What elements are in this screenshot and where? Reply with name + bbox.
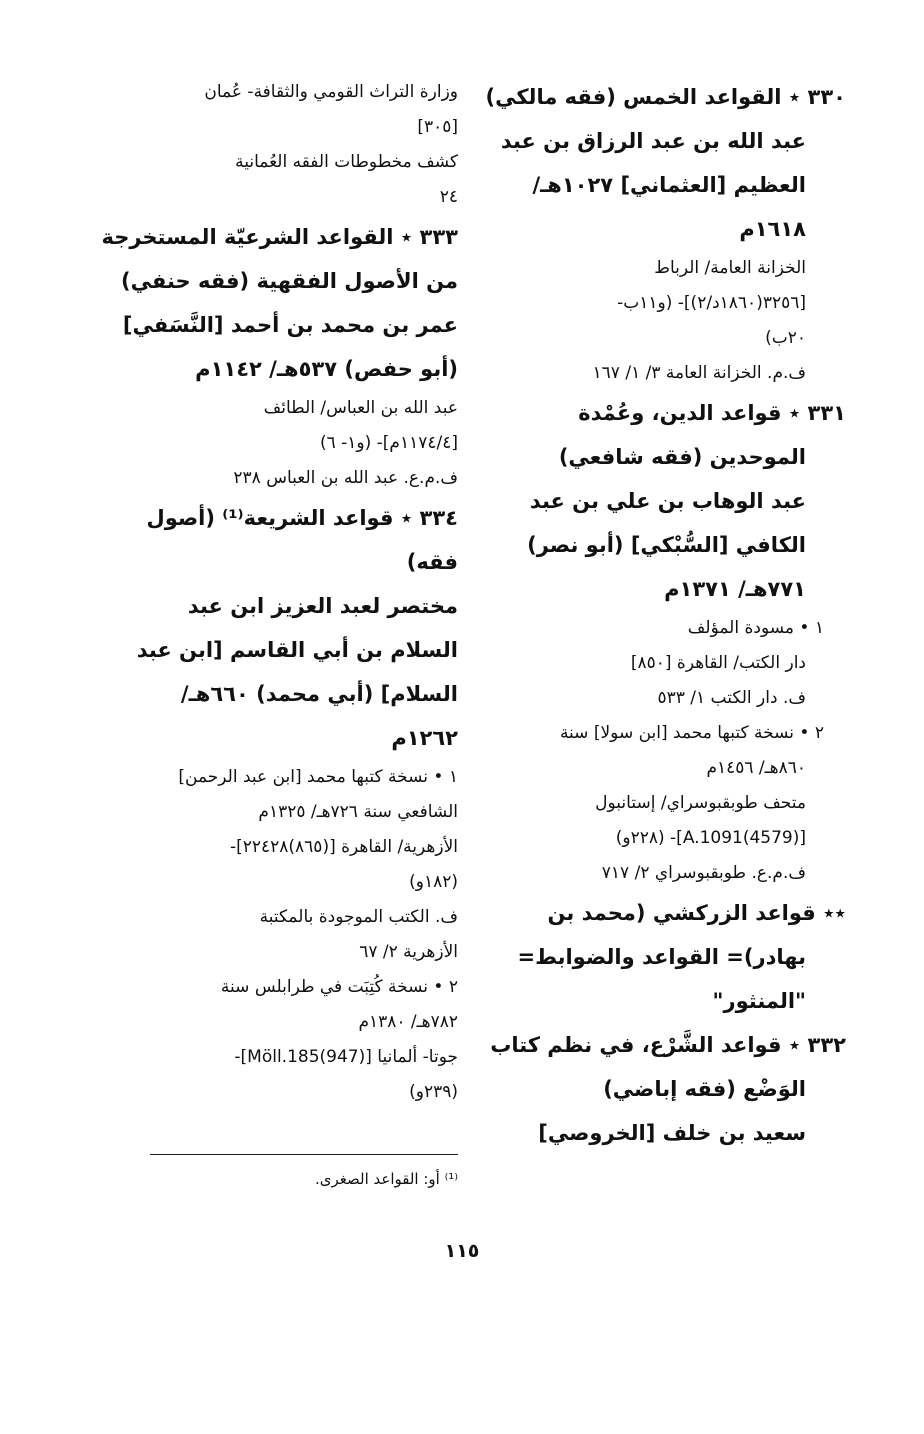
right-column-line: الموحدين (فقه شافعي) — [558, 445, 806, 469]
left-column — [101, 75, 458, 1110]
right-column-line: العظيم [العثماني] ١٠٢٧هـ/ — [532, 173, 806, 197]
right-column-line: دار الكتب/ القاهرة [٨٥٠] — [630, 653, 806, 673]
left-column-line: وزارة التراث القومي والثقافة- عُمان — [204, 82, 458, 102]
right-column-line: ١ • مسودة المؤلف — [687, 618, 824, 638]
right-column-line: ٧٧١هـ/ ١٣٧١م — [664, 577, 806, 601]
right-column-line: ٣٣١ ٭ قواعد الدين، وعُمْدة — [578, 401, 846, 425]
right-column-line: ف.م. الخزانة العامة ٣/ ١/ ١٦٧ — [592, 363, 806, 383]
left-column-line: (أبو حفص) ٥٣٧هـ/ ١١٤٢م — [195, 357, 458, 381]
footnote-divider — [150, 1154, 458, 1155]
right-column-line: الخزانة العامة/ الرباط — [654, 258, 806, 278]
left-column-line: عبد الله بن العباس/ الطائف — [263, 398, 458, 418]
page-number: ١١٥ — [444, 1240, 480, 1262]
left-column-line: الشافعي سنة ٧٢٦هـ/ ١٣٢٥م — [258, 802, 458, 822]
left-column-line: ٢٤ — [439, 187, 458, 207]
left-column-line: ف.م.ع. عبد الله بن العباس ٢٣٨ — [233, 468, 458, 488]
left-column-line: (١٨٢و) — [409, 872, 458, 892]
left-column-line: ٧٨٢هـ/ ١٣٨٠م — [358, 1012, 458, 1032]
left-column-line: ٢ • نسخة كُتِبَت في طرابلس سنة — [220, 977, 458, 997]
right-column-line: بهادر)= القواعد والضوابط= — [517, 945, 806, 969]
right-column — [485, 75, 846, 1155]
left-column-line: ١٢٦٢م — [391, 726, 458, 750]
right-column-line: ف. دار الكتب ١/ ٥٣٣ — [657, 688, 806, 708]
left-column-line: مختصر لعبد العزيز ابن عبد — [187, 594, 458, 618]
left-column-line: [٣٠٥] — [417, 117, 458, 137]
left-column-line: الأزهرية/ القاهرة [(٨٦٥)٢٢٤٢٨]- — [229, 837, 458, 857]
right-column-line: ١٦١٨م — [739, 217, 806, 241]
right-column-line: عبد الوهاب بن علي بن عبد — [529, 489, 806, 513]
left-column-line: (٢٣٩و) — [409, 1082, 458, 1102]
left-column-line: [١١٧٤/٤م]- (و١- ٦) — [319, 433, 458, 453]
right-column-line: ٨٦٠هـ/ ١٤٥٦م — [706, 758, 806, 778]
left-column-line: عمر بن محمد بن أحمد [النَّسَفي] — [122, 313, 458, 337]
left-column-line: فقه) — [406, 550, 458, 574]
left-column-line: ٣٣٣ ٭ القواعد الشرعيّة المستخرجة — [101, 225, 458, 249]
left-column-line: الأزهرية ٢/ ٦٧ — [359, 942, 458, 962]
right-column-line: ٭٭ قواعد الزركشي (محمد بن — [547, 901, 846, 925]
left-column-line: السلام] (أبي محمد) ٦٦٠هـ/ — [180, 682, 458, 706]
right-column-line: ٣٣٢ ٭ قواعد الشَّرْع، في نظم كتاب — [490, 1033, 846, 1057]
right-column-line: ٢ • نسخة كتبها محمد [ابن سولا] سنة — [559, 723, 824, 743]
left-column-line: ٣٣٤ ٭ قواعد الشريعة⁽¹⁾ (أصول — [146, 506, 458, 530]
right-column-line: "المنثور" — [712, 989, 806, 1013]
right-column-line: الكافي [السُّبْكي] (أبو نصر) — [527, 533, 806, 557]
right-column-line: [٣٢٥٦(١٨٦٠د/٢)]- (و١١ب- — [617, 293, 806, 313]
right-column-line: [A.1091(4579)]- (٢٢٨و) — [615, 828, 806, 848]
right-column-line: سعيد بن خلف [الخروصي] — [538, 1121, 806, 1145]
left-column-line: ١ • نسخة كتبها محمد [ابن عبد الرحمن] — [178, 767, 458, 787]
right-column-line: ف.م.ع. طوبقبوسراي ٢/ ٧١٧ — [601, 863, 806, 883]
left-column-line: من الأصول الفقهية (فقه حنفي) — [120, 269, 458, 293]
right-column-line: ٢٠ب) — [765, 328, 806, 348]
left-column-line: السلام بن أبي القاسم [ابن عبد — [136, 638, 458, 662]
footnote: ⁽¹⁾ أو: القواعد الصغرى. — [315, 1170, 458, 1188]
left-column-line: ف. الكتب الموجودة بالمكتبة — [259, 907, 458, 927]
right-column-line: متحف طوبقبوسراي/ إستانبول — [595, 793, 806, 813]
right-column-line: ٣٣٠ ٭ القواعد الخمس (فقه مالكي) — [485, 85, 846, 109]
right-column-line: عبد الله بن عبد الرزاق بن عبد — [500, 129, 806, 153]
left-column-line: كشف مخطوطات الفقه العُمانية — [235, 152, 458, 172]
left-column-line: جوتا- ألمانيا [Möll.185(947)]- — [234, 1047, 458, 1067]
right-column-line: الوَضْع (فقه إباضي) — [603, 1077, 806, 1101]
